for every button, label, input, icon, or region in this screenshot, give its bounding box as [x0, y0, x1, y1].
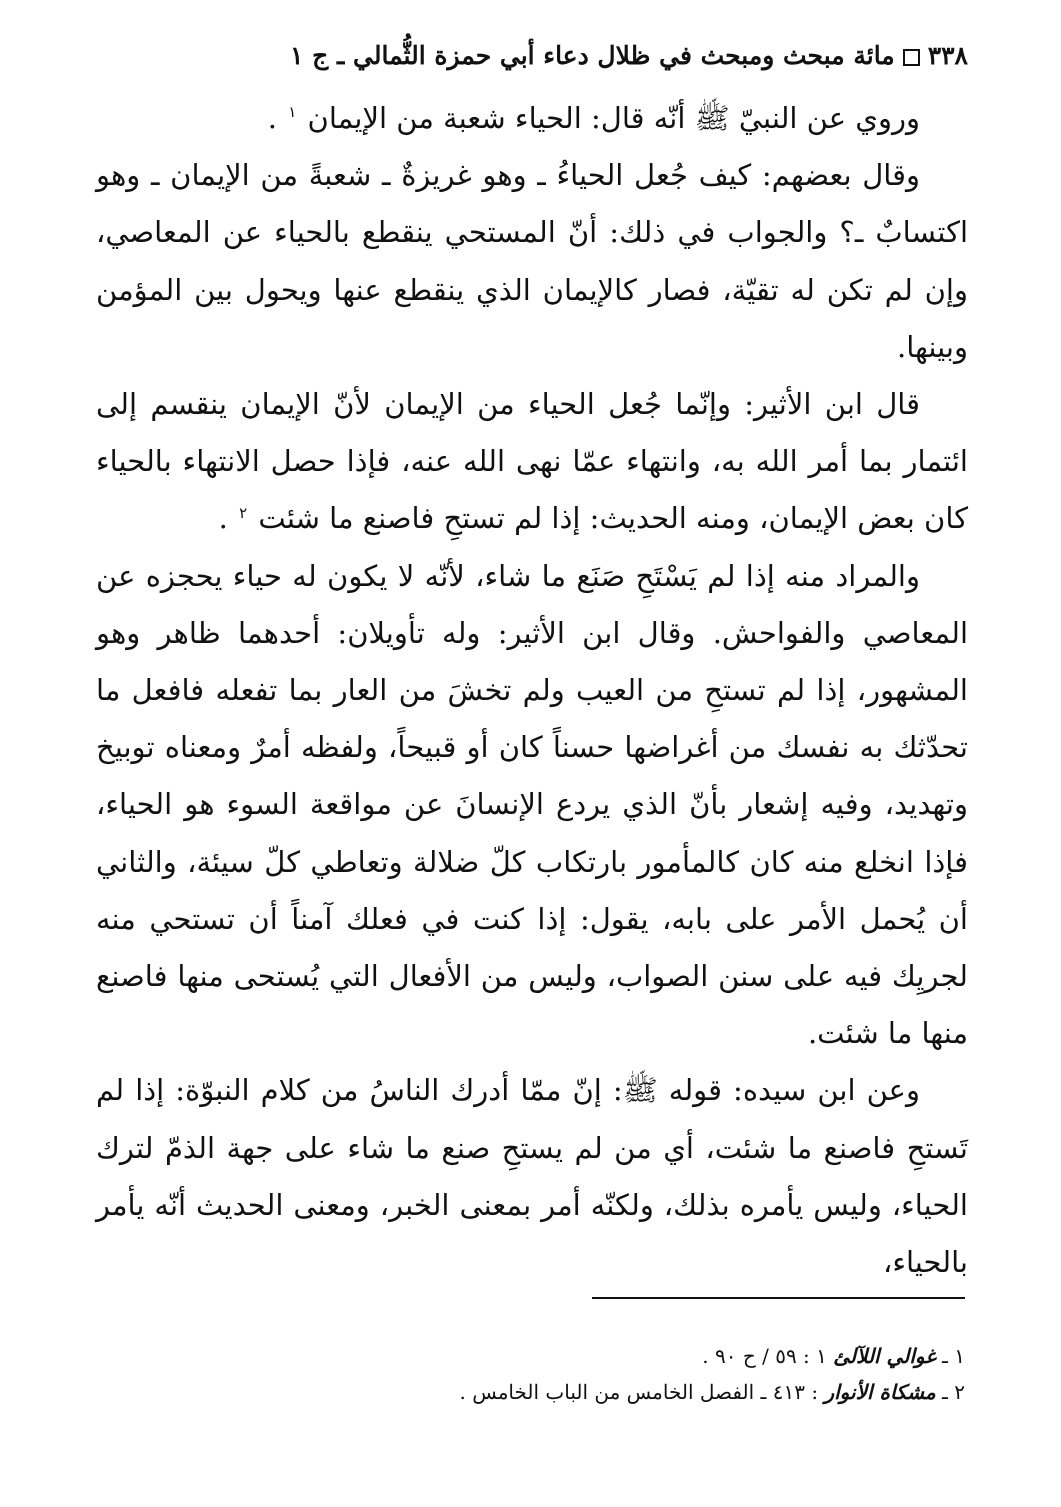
paragraph-1: وروي عن النبيّ ﷺ أنّه قال: الحياء شعبة من الإيمان $^١$ .: [267, 101, 920, 135]
paragraph-2: وقال بعضهم: كيف جُعل الحياءُ ـ وهو غريزةٌ ـ شعبةً من الإيمان ـ وهو اكتسابٌ ـ؟ والجواب في ذلك: أنّ المستحي ينقطع بالحياء عن المعاصي، وإن لم تكن له تقيّة، فصار كالإيمان الذي ينقطع عنها ويحول بين المؤمن وبينها.: [96, 158, 968, 364]
running-header: [96, 36, 968, 76]
footnote-2: ٢ ـ مشكاة الأنوار : ٤١٣ ـ الفصل الخامس من الباب الخامس .: [459, 1380, 965, 1404]
header-square-icon: [903, 49, 920, 66]
page-number: ٣٣٨: [927, 41, 968, 70]
footnote-divider: [592, 1297, 965, 1299]
footnote-source: مشكاة الأنوار: [824, 1380, 936, 1404]
book-page: [96, 36, 968, 1291]
paragraph-5: وعن ابن سيده: قوله ﷺ: إنّ ممّا أدرك الناسُ من كلام النبوّة: إذا لم تَستحِ فاصنع ما شئت، أي من لم يستحِ صنع ما شاء على جهة الذمّ لترك الحياء، وليس يأمره بذلك، ولكنّه أمر بمعنى الخبر، ومعنى الحديث أنّه يأمر بالحياء،: [96, 1073, 968, 1280]
footnotes: [93, 1338, 965, 1410]
footnote-source: غوالي اللآلئ: [833, 1344, 936, 1368]
footnote-ref-2[interactable]: ٢: [239, 503, 248, 522]
footnote-ref-1[interactable]: ١: [288, 103, 297, 122]
running-title: مائة مبحث ومبحث في ظلال دعاء أبي حمزة الثُّمالي ـ ج ١: [290, 41, 895, 70]
footnote-1: ١ ـ غوالي اللآلئ ١ : ٥٩ / ح ٩٠ .: [702, 1344, 965, 1368]
paragraph-4: والمراد منه إذا لم يَسْتَحِ صَنَع ما شاء، لأنّه لا يكون له حياء يحجزه عن المعاصي والفواحش. وقال ابن الأثير: وله تأويلان: أحدهما ظاهر وهو المشهور، إذا لم تستحِ من العيب ولم تخشَ من العار بما تفعله فافعل ما تحدّثك به نفسك من أغراضها حسناً كان أو قبيحاً، ولفظه أمرٌ ومعناه توبيخ وتهديد، وفيه إشعار بأنّ الذي يردع الإنسانَ عن مواقعة السوء هو الحياء، فإذا انخلع منه كان كالمأمور بارتكاب كلّ ضلالة وتعاطي كلّ سيئة، والثاني أن يُحمل الأمر على بابه، يقول: إذا كنت في فعلك آمناً أن تستحي منه لجريِك فيه على سنن الصواب، وليس من الأفعال التي يُستحى منها فاصنع منها ما شئت.: [96, 558, 968, 1051]
paragraph-3: قال ابن الأثير: وإنّما جُعل الحياء من الإيمان لأنّ الإيمان ينقسم إلى ائتمار بما أمر الله به، وانتهاء عمّا نهى الله عنه، فإذا حصل الانتهاء بالحياء كان بعض الإيمان، ومنه الحديث: إذا لم تستحِ فاصنع ما شئت $^٢$ .: [96, 387, 968, 536]
page-body: [96, 90, 968, 1291]
